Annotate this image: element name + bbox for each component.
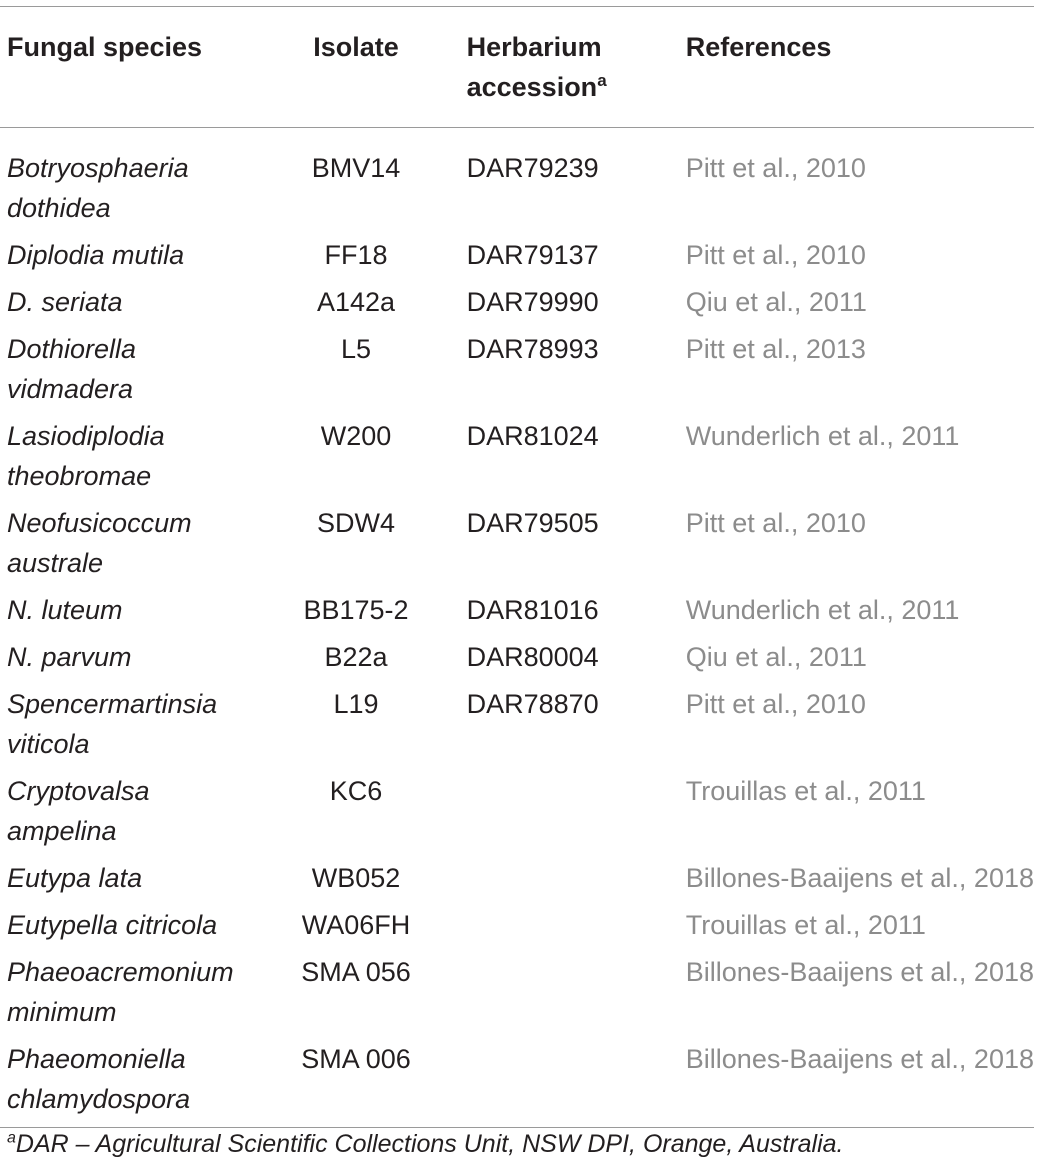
cell-herbarium-accession: DAR81016	[466, 595, 599, 625]
cell-reference: Pitt et al., 2010	[685, 153, 866, 183]
species-name-line1: Cryptovalsa	[7, 776, 150, 806]
cell-herbarium-accession: DAR80004	[466, 642, 599, 672]
cell-isolate: FF18	[324, 240, 388, 270]
cell-fungal-species	[0, 637, 271, 684]
table-row	[0, 590, 1034, 637]
footnote-marker: a	[7, 1129, 16, 1147]
cell-isolate: WB052	[311, 863, 401, 893]
cell-isolate: SMA 056	[301, 957, 411, 987]
table-footnote	[7, 1128, 844, 1160]
cell-reference: Billones-Baaijens et al., 2018	[685, 1044, 1034, 1074]
cell-herbarium-accession	[441, 905, 666, 952]
species-name-line2: theobromae	[7, 461, 152, 491]
cell-herbarium-accession	[441, 771, 666, 858]
species-name-line2: ampelina	[7, 816, 117, 846]
cell-isolate: B22a	[324, 642, 388, 672]
species-name-line1: Diplodia mutila	[7, 240, 185, 270]
table-row	[0, 905, 1034, 952]
cell-reference: Pitt et al., 2010	[685, 508, 866, 538]
species-name-line1: D. seriata	[7, 287, 123, 317]
cell-herbarium-accession	[441, 1039, 666, 1128]
table-row	[0, 128, 1034, 236]
cell-herbarium-accession: DAR78870	[466, 689, 599, 719]
species-name-line1: Spencermartinsia	[7, 689, 218, 719]
species-name-line1: Neofusicoccum	[7, 508, 192, 538]
table-row	[0, 1039, 1034, 1128]
table-row	[0, 235, 1034, 282]
cell-isolate: BB175-2	[303, 595, 409, 625]
header-isolate: Isolate	[313, 32, 399, 62]
cell-herbarium-accession: DAR79505	[466, 508, 599, 538]
species-name-line2: australe	[7, 548, 104, 578]
cell-herbarium-accession: DAR81024	[466, 421, 599, 451]
cell-reference: Qiu et al., 2011	[685, 642, 867, 672]
cell-isolate: WA06FH	[301, 910, 411, 940]
table-row	[0, 771, 1034, 858]
table-row	[0, 952, 1034, 1039]
species-name-line1: Phaeoacremonium	[7, 957, 234, 987]
header-row	[0, 7, 1034, 128]
table-row	[0, 282, 1034, 329]
species-name-line2: dothidea	[7, 193, 111, 223]
table-header	[0, 7, 1034, 128]
cell-fungal-species	[0, 684, 271, 771]
cell-isolate: L5	[341, 334, 372, 364]
cell-reference: Pitt et al., 2010	[685, 240, 866, 270]
cell-isolate: BMV14	[311, 153, 401, 183]
cell-fungal-species	[0, 771, 271, 858]
header-herbarium-accession	[441, 7, 666, 128]
cell-isolate: SMA 006	[301, 1044, 411, 1074]
cell-reference: Wunderlich et al., 2011	[685, 595, 960, 625]
cell-fungal-species	[0, 416, 271, 503]
cell-fungal-species	[0, 952, 271, 1039]
species-name-line2: vidmadera	[7, 374, 134, 404]
cell-herbarium-accession	[441, 952, 666, 1039]
table-row	[0, 329, 1034, 416]
species-name-line1: Lasiodiplodia	[7, 421, 165, 451]
species-name-line1: Dothiorella	[7, 334, 137, 364]
cell-herbarium-accession: DAR79239	[466, 153, 599, 183]
cell-reference: Wunderlich et al., 2011	[685, 421, 960, 451]
cell-reference: Pitt et al., 2010	[685, 689, 866, 719]
cell-fungal-species	[0, 590, 271, 637]
cell-isolate: L19	[333, 689, 379, 719]
cell-fungal-species	[0, 282, 271, 329]
species-name-line2: minimum	[7, 997, 117, 1027]
cell-reference: Trouillas et al., 2011	[685, 910, 926, 940]
species-name-line1: Eutypella citricola	[7, 910, 218, 940]
cell-fungal-species	[0, 1039, 271, 1128]
table-row	[0, 637, 1034, 684]
footnote-text: DAR – Agricultural Scientific Collections Unit, NSW DPI, Orange, Australia.	[15, 1130, 844, 1158]
cell-reference: Billones-Baaijens et al., 2018	[685, 957, 1034, 987]
cell-isolate: W200	[320, 421, 392, 451]
species-name-line1: Phaeomoniella	[7, 1044, 186, 1074]
cell-herbarium-accession: DAR78993	[466, 334, 599, 364]
cell-fungal-species	[0, 503, 271, 590]
cell-fungal-species	[0, 128, 271, 236]
cell-reference: Billones-Baaijens et al., 2018	[685, 863, 1034, 893]
species-name-line1: N. parvum	[7, 642, 132, 672]
fungal-isolates-table	[0, 6, 1034, 1128]
table-row	[0, 858, 1034, 905]
species-name-line2: viticola	[7, 729, 90, 759]
cell-isolate: KC6	[329, 776, 383, 806]
header-herbarium-line1: Herbarium	[466, 32, 602, 62]
cell-fungal-species	[0, 329, 271, 416]
cell-isolate: A142a	[316, 287, 396, 317]
species-name-line1: N. luteum	[7, 595, 123, 625]
cell-isolate: SDW4	[317, 508, 396, 538]
table-body	[0, 128, 1034, 1128]
cell-reference: Trouillas et al., 2011	[685, 776, 926, 806]
table-row	[0, 684, 1034, 771]
cell-fungal-species	[0, 235, 271, 282]
table-row	[0, 416, 1034, 503]
species-name-line1: Eutypa lata	[7, 863, 143, 893]
species-name-line1: Botryosphaeria	[7, 153, 189, 183]
header-references: References	[685, 32, 832, 62]
cell-reference: Qiu et al., 2011	[685, 287, 867, 317]
cell-fungal-species	[0, 905, 271, 952]
cell-herbarium-accession: DAR79137	[466, 240, 599, 270]
cell-reference: Pitt et al., 2013	[685, 334, 866, 364]
species-name-line2: chlamydospora	[7, 1084, 191, 1114]
table-row	[0, 503, 1034, 590]
cell-fungal-species	[0, 858, 271, 905]
cell-herbarium-accession	[441, 858, 666, 905]
header-herbarium-footnote-marker: a	[597, 71, 607, 90]
header-fungal-species: Fungal species	[7, 32, 203, 62]
cell-herbarium-accession: DAR79990	[466, 287, 599, 317]
header-herbarium-line2: accession	[466, 72, 598, 102]
